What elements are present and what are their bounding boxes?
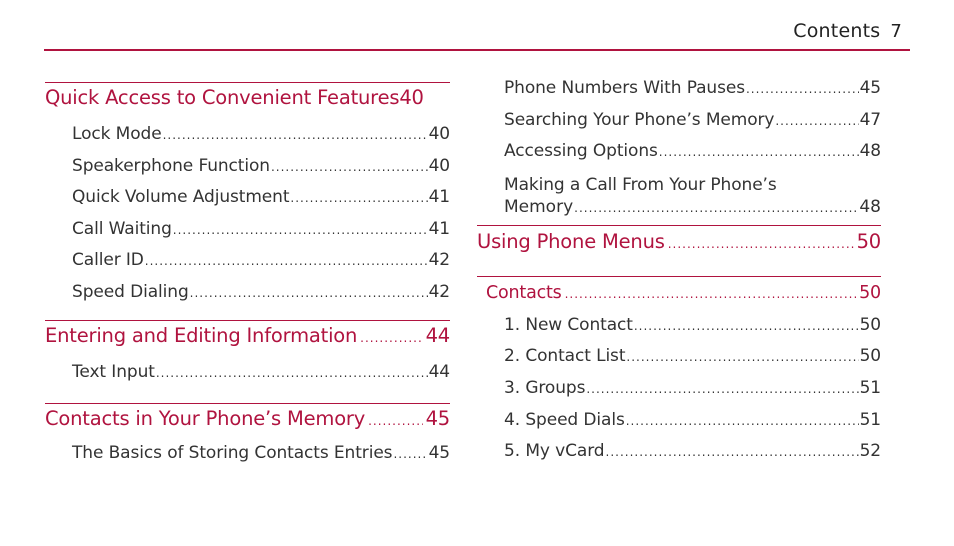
section-entries-contacts-memory [45, 443, 450, 475]
header-rule [44, 49, 910, 51]
toc-entry[interactable] [45, 187, 450, 219]
entry-page: 47 [859, 109, 881, 130]
entry-label: Searching Your Phone’s Memory [504, 109, 775, 130]
entry-label-line1: Making a Call From Your Phone’s [504, 174, 777, 195]
section-title-label: Contacts [486, 282, 562, 303]
entry-page: 52 [859, 441, 881, 462]
dot-leader [190, 282, 428, 302]
dot-leader [393, 443, 427, 463]
entry-label-line2: Memory [504, 196, 574, 217]
toc-entry[interactable] [45, 282, 450, 314]
dot-leader [173, 219, 428, 239]
section-page: 44 [425, 323, 450, 347]
section-title-label: Contacts in Your Phone’s Memory [45, 407, 366, 431]
dot-leader [659, 141, 859, 161]
dot-leader [586, 378, 858, 398]
dot-leader [626, 346, 858, 366]
entry-page: 41 [428, 218, 450, 239]
entry-label: Call Waiting [72, 218, 172, 239]
entry-page: 50 [859, 314, 881, 335]
entry-page: 51 [859, 409, 881, 430]
dot-leader [565, 283, 857, 303]
toc-entry[interactable] [477, 346, 881, 378]
header-title: Contents [793, 20, 881, 42]
entry-label: Accessing Options [504, 141, 658, 162]
dot-leader [360, 324, 422, 347]
entry-label: 1. New Contact [504, 314, 633, 335]
toc-entry[interactable] [477, 110, 881, 142]
dot-leader [634, 315, 859, 335]
dot-leader [668, 230, 854, 253]
entry-label: 5. My vCard [504, 441, 605, 462]
entry-label: Caller ID [72, 250, 144, 271]
entry-page: 48 [859, 141, 881, 162]
section-entries-contacts [477, 315, 881, 473]
entry-label: Lock Mode [72, 124, 162, 144]
toc-entry[interactable] [45, 250, 450, 282]
entry-label: Text Input [72, 361, 155, 382]
section-title-quick-access[interactable] [45, 82, 450, 124]
entry-label: 4. Speed Dials [504, 409, 625, 430]
dot-leader [746, 78, 859, 98]
section-title-phone-menus[interactable] [477, 225, 881, 277]
entry-page: 40 [428, 124, 450, 144]
entry-page: 44 [428, 361, 450, 382]
dot-leader [145, 250, 428, 270]
dot-leader [368, 407, 422, 430]
header-page-number: 7 [890, 21, 902, 42]
entry-label: Speed Dialing [72, 281, 189, 302]
entry-label: 2. Contact List [504, 346, 626, 367]
entry-label: The Basics of Storing Contacts Entries [72, 443, 393, 464]
entry-page: 51 [859, 377, 881, 398]
toc-left-column [45, 82, 450, 475]
dot-leader [163, 124, 428, 144]
section-title-entering-editing[interactable] [45, 320, 450, 362]
section-page: 40 [399, 86, 424, 109]
section-title-label: Entering and Editing Information [45, 323, 358, 347]
toc-entry[interactable] [45, 124, 450, 156]
toc-entry[interactable] [477, 141, 881, 173]
section-entries-entering-editing [45, 362, 450, 394]
section-title-contacts[interactable] [477, 277, 881, 315]
dot-leader [626, 410, 859, 430]
toc-entry[interactable] [477, 78, 881, 110]
toc-entry[interactable] [45, 219, 450, 251]
toc-entry[interactable] [45, 156, 450, 188]
entry-page: 42 [428, 250, 450, 271]
section-title-label: Using Phone Menus [477, 229, 665, 253]
entry-page: 41 [428, 187, 450, 208]
section-title-contacts-memory[interactable] [45, 403, 450, 443]
section-entries-quick-access [45, 124, 450, 314]
entry-page: 45 [859, 78, 881, 98]
toc-right-column [477, 78, 881, 473]
dot-leader [271, 156, 428, 176]
dot-leader [775, 110, 858, 130]
entry-label: 3. Groups [504, 377, 586, 398]
toc-entry[interactable] [477, 315, 881, 347]
toc-entry[interactable] [45, 362, 450, 394]
entry-page: 48 [859, 196, 881, 217]
section-page: 50 [856, 229, 881, 253]
toc-entry-multiline[interactable] [477, 175, 881, 221]
dot-leader [156, 362, 428, 382]
entry-page: 45 [428, 443, 450, 464]
dot-leader [606, 441, 859, 461]
section-page: 45 [425, 407, 450, 431]
dot-leader [574, 197, 858, 217]
toc-entry[interactable] [477, 378, 881, 410]
dot-leader [290, 187, 427, 207]
entry-label: Speakerphone Function [72, 155, 270, 176]
toc-entry[interactable] [477, 441, 881, 473]
page-header [793, 20, 902, 42]
entry-page: 50 [859, 346, 881, 367]
section-title-label: Quick Access to Convenient Features [45, 86, 400, 109]
entry-label: Phone Numbers With Pauses [504, 78, 745, 98]
entry-page: 40 [428, 155, 450, 176]
entry-page: 42 [428, 281, 450, 302]
toc-entry[interactable] [477, 410, 881, 442]
section-page: 50 [859, 282, 881, 303]
toc-entry[interactable] [45, 443, 450, 475]
entry-label: Quick Volume Adjustment [72, 187, 290, 208]
